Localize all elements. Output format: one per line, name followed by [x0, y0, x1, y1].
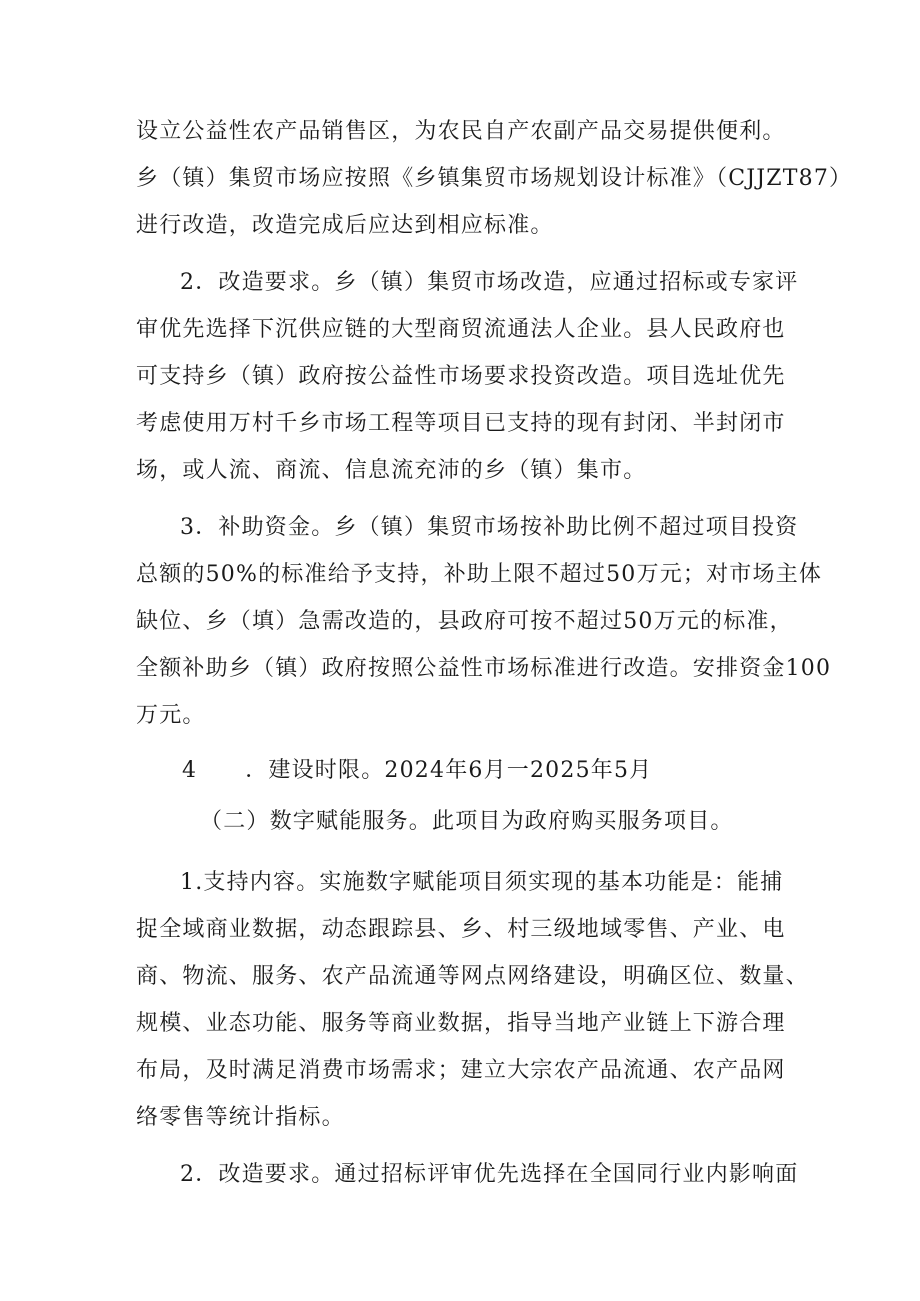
text-line: 络零售等统计指标。	[136, 1105, 345, 1130]
text-line: 全额补助乡（镇）政府按照公益性市场标准进行改造。安排资金100	[136, 656, 832, 681]
text-line: 设立公益性农产品销售区，为农民自产农副产品交易提供便利。	[136, 119, 786, 144]
item-number: 4	[182, 758, 198, 783]
text-line: 场，或人流、商流、信息流充沛的乡（镇）集市。	[136, 458, 647, 483]
text-line: 捉全域商业数据，动态跟踪县、乡、村三级地域零售、产业、电	[136, 917, 786, 942]
item-text: ．建设时限。2024年6月一2025年5月	[245, 758, 653, 783]
text-line: 可支持乡（镇）政府按公益性市场要求投资改造。项目选址优先	[136, 364, 786, 389]
text-line: 审优先选择下沉供应链的大型商贸流通法人企业。县人民政府也	[136, 317, 786, 342]
text-line	[182, 756, 652, 786]
text-line: 缺位、乡（填）急需改造的，县政府可按不超过50万元的标准，	[136, 609, 793, 634]
text-line: 万元。	[136, 703, 206, 728]
text-line: 乡（镇）集贸市场应按照《乡镇集贸市场规划设计标准》（CJJZT87）	[136, 166, 853, 191]
text-line: 3．补助资金。乡（镇）集贸市场按补助比例不超过项目投资	[180, 515, 799, 540]
text-line: 1.支持内容。实施数字赋能项目须实现的基本功能是：能捕	[180, 870, 784, 895]
text-line: 布局，及时满足消费市场需求；建立大宗农产品流通、农产品网	[136, 1058, 786, 1083]
text-line: 考虑使用万村千乡市场工程等项目已支持的现有封闭、半封闭市	[136, 411, 786, 436]
text-line: 2．改造要求。通过招标评审优先选择在全国同行业内影响面	[180, 1162, 799, 1187]
text-line: 商、物流、服务、农产品流通等网点网络建设，明确区位、数量、	[136, 964, 809, 989]
section-heading: （二）数字赋能服务。此项目为政府购买服务项目。	[200, 809, 734, 834]
text-line: 总额的50%的标准给予支持，补助上限不超过50万元；对市场主体	[136, 562, 823, 587]
text-line: 2．改造要求。乡（镇）集贸市场改造，应通过招标或专家评	[180, 270, 799, 295]
text-line: 规模、业态功能、服务等商业数据，指导当地产业链上下游合理	[136, 1011, 786, 1036]
text-line: 进行改造，改造完成后应达到相应标准。	[136, 213, 554, 238]
